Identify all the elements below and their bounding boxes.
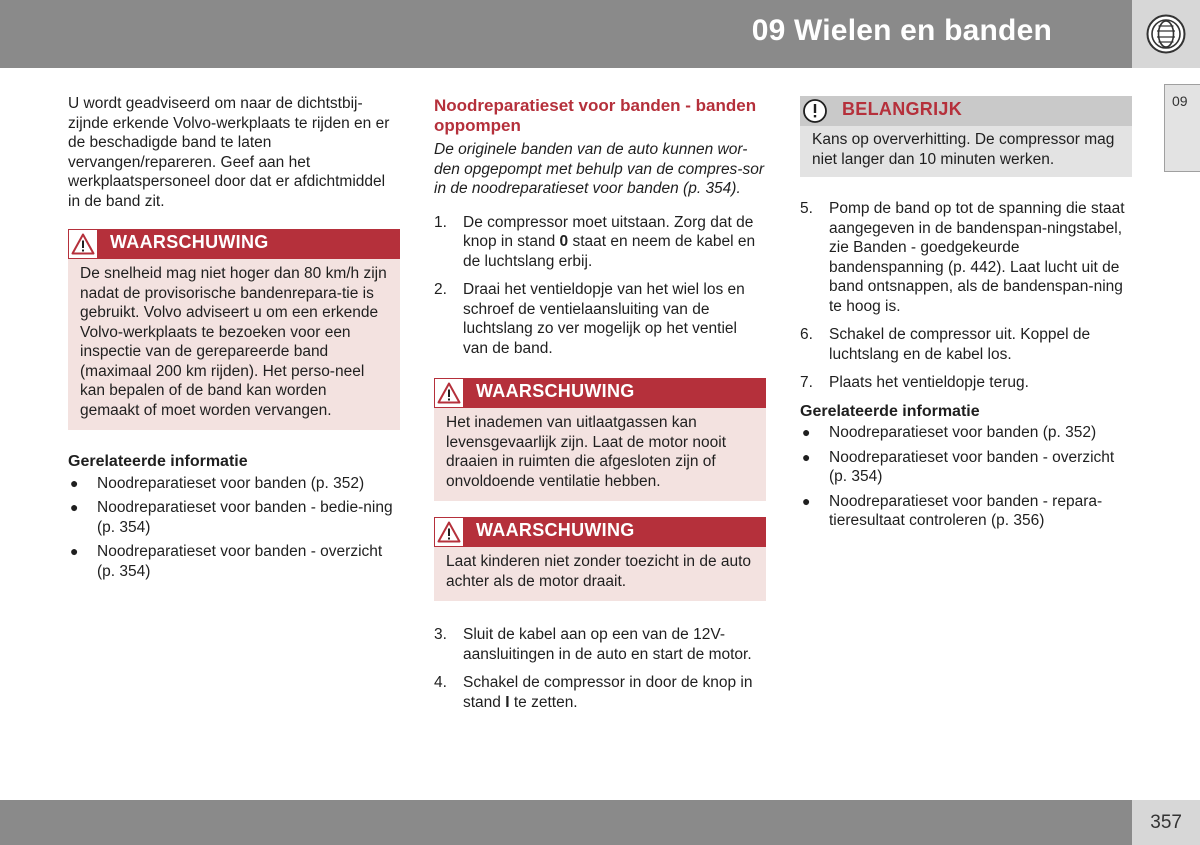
column-1 [68,94,400,586]
related-link-label: Noodreparatieset voor banden - bedie-ning (p. 354) [97,499,393,536]
step-text: Draai het ventieldopje van het wiel los en schroef de ventielaansluiting van de luchtslang zo ver mogelijk op het ventiel van de band. [463,281,745,357]
bullet-icon: ● [802,448,811,465]
bullet-icon: ● [70,543,79,559]
step-text: Pomp de band op tot de spanning die staat aangegeven in de bandenspan-ningstabel, zie Banden - goedgekeurde bandenspanning (p. 442). Laat lucht uit de band ontsnappen, als de bandenspan-ning te hoog is. [829,200,1125,315]
warning-box [434,517,766,601]
step-text-tail: staat en neem de kabel en de luchtslang erbij. [463,233,756,270]
step-item [434,280,766,358]
related-link-label: Noodreparatieset voor banden - repara-tieresultaat controleren (p. 356) [829,492,1103,529]
steps-list-b [434,625,766,712]
warning-header [434,517,766,547]
column-3 [800,94,1132,536]
related-info-heading: Gerelateerde informatie [68,453,248,470]
warning-text: De snelheid mag niet hoger dan 80 km/h zijn nadat de provisorische bandenrepara-tie is gebruikt. Volvo adviseert u om een erkende Volvo-werkplaats te bezoeken voor een inspectie van de gerepareerde band (maximaal 200 km rijden). Het perso-neel kan bepalen of de band kan worden gemaakt of moet worden vervangen. [80,265,387,419]
related-link-label: Noodreparatieset voor banden - overzicht (p. 354) [829,448,1115,485]
step-item [800,325,1132,364]
tire-icon [1146,14,1186,54]
step-item [434,213,766,272]
important-title: BELANGRIJK [842,99,963,119]
warning-text: Het inademen van uitlaatgassen kan levensgevaarlijk zijn. Laat de motor nooit draaien in ruimten die afgesloten zijn of onvoldoende ventilatie hebben. [446,414,727,490]
important-box [800,96,1132,177]
bullet-icon: ● [70,474,79,491]
step-text: Schakel de compressor uit. Koppel de luchtslang en de kabel los. [829,326,1091,363]
step-number: 3. [434,626,447,643]
step-bold: I [505,693,510,711]
warning-header [434,378,766,408]
step-item [800,373,1132,393]
step-item [800,199,1132,316]
step-number: 4. [434,674,447,691]
warning-title: WAARSCHUWING [476,520,635,540]
related-link[interactable] [800,492,1132,531]
important-header [800,96,1132,126]
step-bold: 0 [559,233,569,250]
intro-paragraph: U wordt geadviseerd om naar de dichtstbij-zijnde erkende Volvo-werkplaats te rijden en er de beschadigde band te laten vervangen/repareren. Geef aan het werkplaatspersoneel door dat er afdichtmiddel in de band zit. [68,95,390,210]
step-item [434,673,766,712]
warning-title: WAARSCHUWING [476,381,635,401]
step-text: Schakel de compressor in door de knop in stand [463,674,753,711]
bullet-icon: ● [802,424,811,440]
chapter-tab-label: 09 [1172,93,1188,109]
header-bar [0,0,1132,68]
warning-triangle-icon [435,518,463,546]
steps-list-a [434,213,766,359]
chapter-icon-box [1132,0,1200,68]
related-link-label: Noodreparatieset voor banden - overzicht (p. 354) [97,543,383,580]
related-link[interactable] [68,474,400,494]
related-info-heading: Gerelateerde informatie [800,402,980,420]
warning-text: Laat kinderen niet zonder toezicht in de auto achter als de motor draait. [446,553,752,590]
column-2 [434,94,766,721]
step-text-tail: te zetten. [509,693,578,711]
related-link-label: Noodreparatieset voor banden (p. 352) [829,424,1097,441]
footer-bar [0,800,1132,845]
bullet-icon: ● [802,492,811,509]
step-number: 2. [434,281,447,298]
step-item [434,625,766,664]
warning-box [434,378,766,501]
related-info-list [800,423,1132,531]
related-link[interactable] [800,448,1132,487]
step-number: 6. [800,326,813,343]
section-heading: Noodreparatieset voor banden - banden oppompen [434,96,757,135]
bullet-icon: ● [70,499,79,515]
step-text: De compressor moet uitstaan. Zorg dat de knop in stand [463,213,754,250]
warning-header [68,229,400,259]
page-number: 357 [1150,812,1182,833]
page-number-box [1132,800,1200,845]
related-link[interactable] [68,542,400,581]
warning-triangle-icon [435,379,463,407]
chapter-tab [1164,84,1200,172]
warning-title: WAARSCHUWING [110,232,269,252]
steps-list-c [800,199,1132,393]
related-link[interactable] [800,423,1132,443]
related-info-list [68,474,400,582]
exclamation-circle-icon [801,97,829,125]
section-intro: De originele banden van de auto kunnen wor-den opgepompt met behulp van de compres-sor in de noodreparatieset voor banden (p. 354). [434,141,765,197]
step-number: 1. [434,213,447,231]
related-link-label: Noodreparatieset voor banden (p. 352) [97,474,365,492]
important-text: Kans op oververhitting. De compressor mag niet langer dan 10 minuten werken. [812,131,1115,168]
chapter-title: 09 Wielen en banden [751,14,1052,47]
step-number: 5. [800,200,813,217]
warning-triangle-icon [69,230,97,258]
related-link[interactable] [68,498,400,537]
step-text: Sluit de kabel aan op een van de 12V-aansluitingen in de auto en start de motor. [463,626,752,663]
warning-box [68,229,400,430]
step-number: 7. [800,374,813,391]
step-text: Plaats het ventieldopje terug. [829,374,1029,391]
